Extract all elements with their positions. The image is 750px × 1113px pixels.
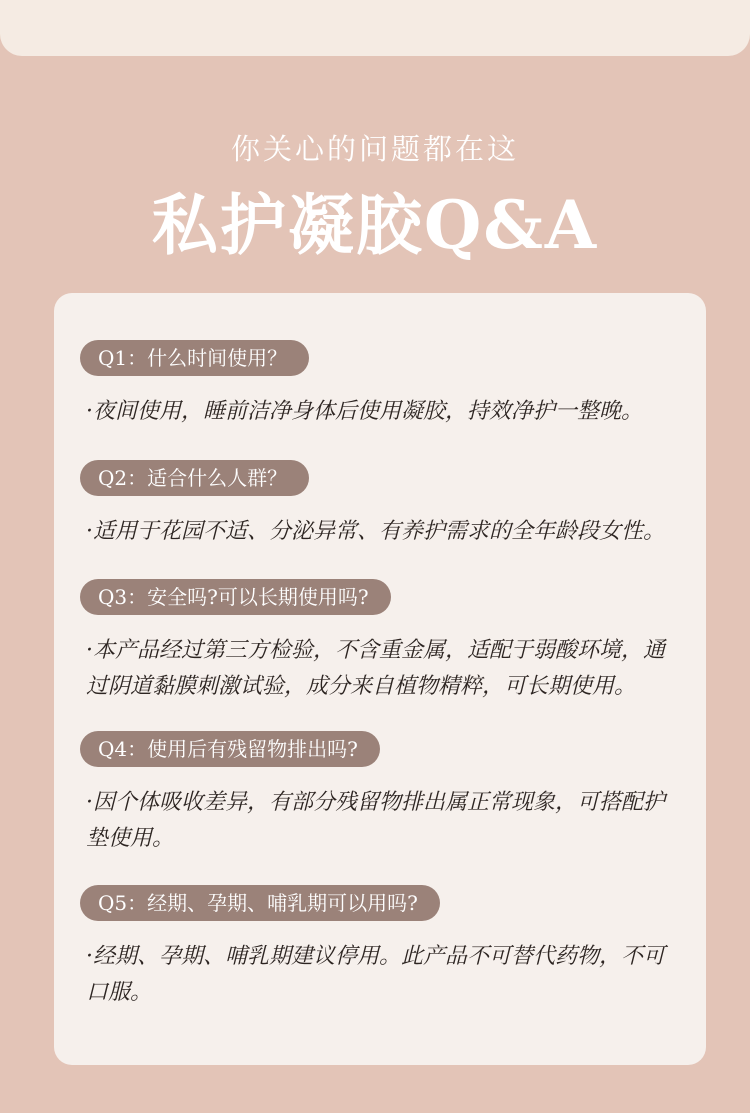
question-5: Q5：经期、孕期、哺乳期可以用吗? (80, 885, 440, 921)
question-1: Q1：什么时间使用？ (80, 340, 309, 376)
answer-2: ·适用于花园不适、分泌异常、有养护需求的全年龄段女性。 (86, 519, 665, 544)
answer-1: ·夜间使用，睡前洁净身体后使用凝胶，持效净护一整晚。 (86, 399, 643, 424)
qa-item-3 (80, 579, 680, 705)
question-2: Q2：适合什么人群？ (80, 460, 309, 496)
page-subtitle: 你关心的问题都在这 (230, 132, 519, 166)
qa-item-4 (80, 731, 680, 857)
qa-item-2 (80, 460, 680, 550)
question-3: Q3：安全吗?可以长期使用吗? (80, 579, 391, 615)
answer-5: ·经期、孕期、哺乳期建议停用。此产品不可替代药物，不可口服。 (86, 944, 665, 1005)
qa-item-1 (80, 340, 680, 430)
qa-panel (54, 293, 706, 1065)
page-title: 私护凝胶Q&A (151, 186, 599, 264)
answer-4: ·因个体吸收差异，有部分残留物排出属正常现象，可搭配护垫使用。 (86, 790, 665, 851)
qa-item-5 (80, 885, 680, 1011)
question-4: Q4：使用后有残留物排出吗? (80, 731, 380, 767)
top-card (0, 0, 750, 56)
answer-3: ·本产品经过第三方检验，不含重金属，适配于弱酸环境，通过阴道黏膜刺激试验，成分来自植物精粹，可长期使用。 (86, 638, 665, 699)
